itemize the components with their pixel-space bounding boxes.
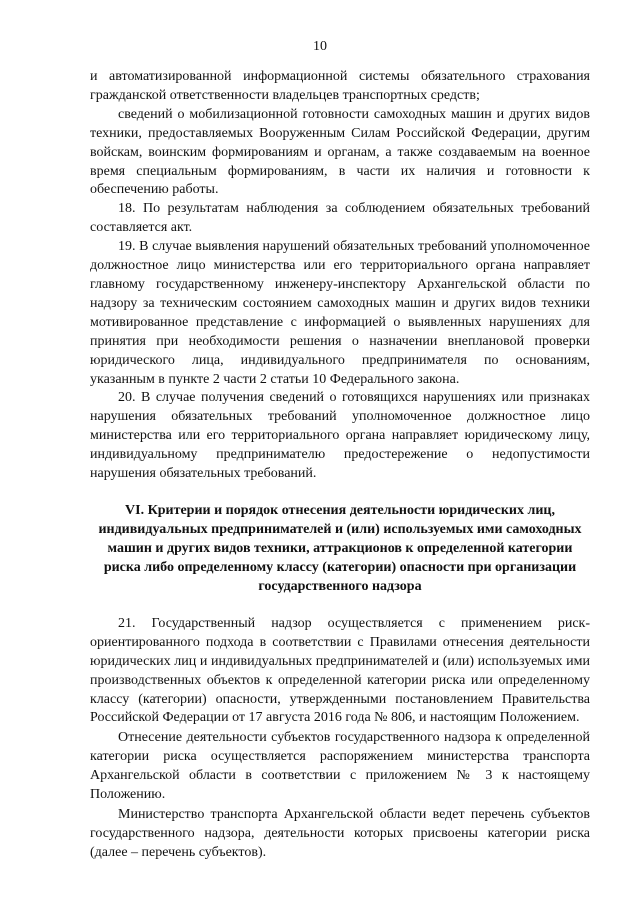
paragraph-21: 21. Государственный надзор осуществляется с применением риск-ориентированного подхода в соответствии с Правилами отнесения деятельности юридических лиц и индивидуальных предпринимателей и (или) используемых ими производственных объектов к определенной категории риска или определенному классу (категории) опасности, утвержденными постановлением Правительства Российской Федерации от 17 августа 2016 года № 806, и настоящим Положением. xyxy=(90,615,590,726)
paragraph-18: 18. По результатам наблюдения за соблюдением обязательных требований составляется акт. xyxy=(90,201,590,236)
paragraph-risk-category: Отнесение деятельности субъектов государственного надзора к определенной категории риска осуществляется распоряжением министерства транспорта Архангельской области в соответствии с приложением № 3 к настоящему Положению. xyxy=(90,730,590,803)
document-body xyxy=(90,68,590,863)
paragraph-20: 20. В случае получения сведений о готовящихся нарушениях или признаках нарушения обязательных требований уполномоченное должностное лицо министерства или его территориального органа направляет юридическому лицу, индивидуальному предпринимателю предостережение о недопустимости нарушения обязательных требований. xyxy=(90,390,590,482)
paragraph-19: 19. В случае выявления нарушений обязательных требований уполномоченное должностное лицо министерства или его территориального органа направляет главному государственному инженеру-инспектору Архангельской области по надзору за техническим состоянием самоходных машин и других видов техники мотивированное представление с информацией о выявленных нарушениях для принятия при необходимости решения о назначении внеплановой проверки юридического лица, индивидуального предпринимателя по основаниям, указанным в пункте 2 части 2 статьи 10 Федерального закона. xyxy=(90,239,590,387)
paragraph-ministry-list: Министерство транспорта Архангельской области ведет перечень субъектов государственного надзора, деятельности которых присвоены категории риска (далее – перечень субъектов). xyxy=(90,807,590,860)
paragraph-mobilization: сведений о мобилизационной готовности самоходных машин и других видов техники, предоставляемых Вооруженным Силам Российской Федерации, другим войскам, воинским формированиям и органам, а также создаваемым на военное время специальным формированиям, в части их наличия и готовности к обеспечению работы. xyxy=(90,106,590,198)
paragraph-continuation: и автоматизированной информационной системы обязательного страхования гражданской ответственности владельцев транспортных средств; xyxy=(90,69,590,103)
section-heading-vi: VI. Критерии и порядок отнесения деятельности юридических лиц, индивидуальных предпринимателей и (или) используемых ими самоходных машин и других видов техники, аттракционов к определенной категории риска либо определенному классу (категории) опасности при организации государственного надзора xyxy=(98,502,582,594)
page-number: 10 xyxy=(313,39,327,54)
